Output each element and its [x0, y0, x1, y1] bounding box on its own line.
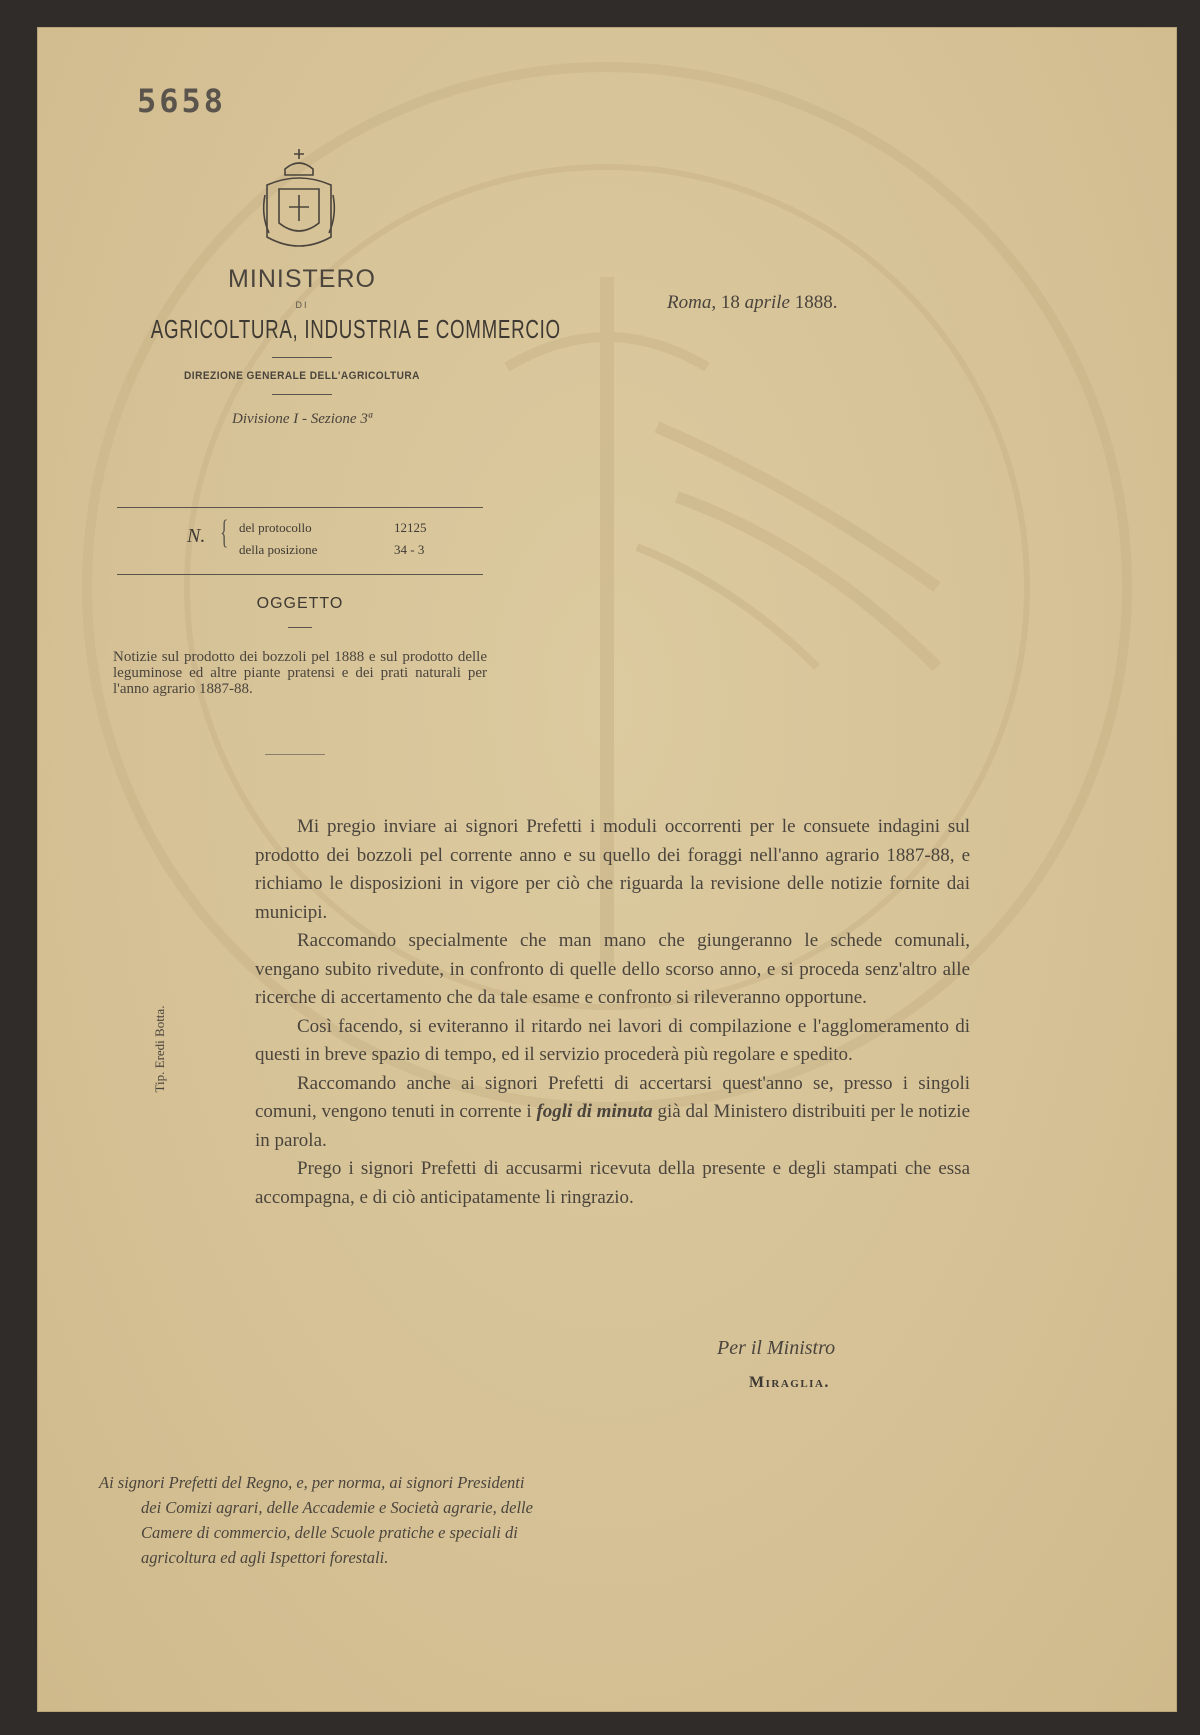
- body-italic-run: fogli di minuta: [536, 1101, 653, 1122]
- date-day: 18: [720, 292, 740, 313]
- addressee-line: Ai signori Prefetti del Regno, e, per norma, ai signori Presidenti: [99, 1473, 525, 1492]
- date-city: Roma,: [667, 292, 717, 313]
- protocol-row-label: della posizione: [239, 542, 318, 557]
- divider: [272, 394, 332, 395]
- signature-for-minister: Per il Ministro: [717, 1337, 836, 1359]
- divider: [272, 357, 332, 358]
- ministry-division: Divisione I - Sezione 3ª: [232, 411, 372, 427]
- addressee-block: [99, 1470, 739, 1570]
- body-text-run: già dal Ministero distribuiti per le notizie in parola.: [255, 1101, 971, 1151]
- brace-icon: {: [220, 514, 229, 551]
- divider: [265, 754, 325, 755]
- protocol-row-label: del protocollo: [239, 520, 312, 535]
- addressee-line: dei Comizi agrari, delle Accademie e Società agrarie, delle: [141, 1498, 533, 1517]
- protocol-box: [117, 507, 483, 575]
- ministry-direction: DIREZIONE GENERALE DELL'AGRICOLTURA: [184, 370, 420, 382]
- body-paragraph: Raccomando specialmente che man mano che giungeranno le schede comunali, vengano subito rivedute, in confronto di quelle dello scorso anno, e si proceda senz'altro alle ricerche di accertamento che da tale esame e confronto si rileveranno opportune.: [255, 930, 970, 1008]
- protocol-row-value: 12125: [394, 520, 427, 535]
- letter-date: [667, 292, 837, 314]
- subject-text: Notizie sul prodotto dei bozzoli pel 1888 e sul prodotto delle leguminose ed altre piante pratensi e dei prati naturali per l'anno agrario 1887-88.: [113, 649, 487, 697]
- body-paragraph: Prego i signori Prefetti di accusarmi ricevuta della presente e degli stampati che essa accompagna, e di ciò anticipatamente li ringrazio.: [255, 1158, 970, 1208]
- date-month: aprile: [744, 292, 790, 313]
- divider: [288, 627, 312, 628]
- letter-body: [255, 813, 970, 1212]
- signature-name: Miraglia.: [749, 1374, 830, 1391]
- protocol-row-value: 34 - 3: [394, 542, 425, 557]
- serial-number: 5658: [137, 82, 227, 120]
- document-page: [37, 27, 1177, 1712]
- addressee-line: agricoltura ed agli Ispettori forestali.: [141, 1548, 389, 1567]
- ministry-di: DI: [295, 300, 309, 310]
- body-paragraph: Mi pregio inviare ai signori Prefetti i moduli occorrenti per le consuete indagini sul prodotto dei bozzoli pel corrente anno e su quello dei foraggi nell'anno agrario 1887-88, e richiamo le disposizioni in vigore per ciò che riguarda la revisione delle notizie fornite dai municipi.: [255, 816, 970, 923]
- royal-coat-of-arms-icon: [259, 145, 339, 255]
- subject-label: OGGETTO: [256, 595, 344, 612]
- protocol-row: [239, 520, 449, 536]
- body-text-run: Raccomando anche ai signori Prefetti di accertarsi quest'anno se, presso i singoli comuni, vengono tenuti in corrente i: [255, 1072, 970, 1122]
- ministry-title: MINISTERO: [228, 265, 376, 293]
- body-paragraph: Così facendo, si eviteranno il ritardo nei lavori di compilazione e l'agglomeramento di questi in breve spazio di tempo, ed il servizio procederà più regolare e spedito.: [255, 1015, 970, 1065]
- body-paragraph: [255, 1070, 970, 1156]
- ministry-header: [92, 265, 561, 428]
- protocol-row: [239, 542, 449, 558]
- printer-imprint: Tip. Eredi Botta.: [152, 1005, 167, 1093]
- date-year: 1888.: [794, 292, 838, 313]
- protocol-n-label: N.: [187, 525, 206, 547]
- addressee-line: Camere di commercio, delle Scuole pratiche e speciali di: [141, 1523, 518, 1542]
- ministry-department: AGRICOLTURA, INDUSTRIA E COMMERCIO: [150, 314, 561, 344]
